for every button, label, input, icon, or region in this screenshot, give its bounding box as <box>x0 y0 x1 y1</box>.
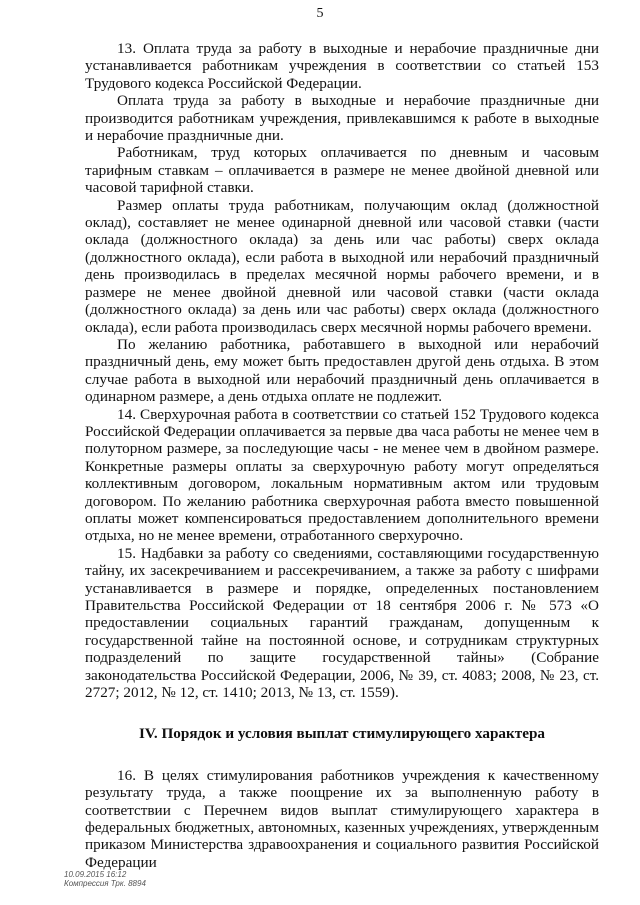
paragraph-13-tariff-rates: Работникам, труд которых оплачивается по дневным и часовым тарифным ставкам – оплачивается в размере не менее двойной дневной или часовой тарифной ставки. <box>85 144 599 197</box>
paragraph-13-salary-pay: Размер оплаты труда работникам, получающим оклад (должностной оклад), составляет не менее одинарной дневной или часовой ставки (части оклада (должностного оклада) за день или час работы) сверх оклада (должностного оклада), если работа в выходной или нерабочий праздничный день производилась в пределах месячной нормы рабочего времени, и в размере не менее двойной дневной или часовой ставки (части оклада (должностного оклада) за день или час работы) сверх оклада (должностного оклада), если работа производилась сверх месячной нормы рабочего времени. <box>85 196 599 336</box>
page-number: 5 <box>316 6 324 21</box>
document-body <box>85 40 599 871</box>
footer-stamp-line-1: 10.09.2015 16:12 <box>64 870 127 879</box>
paragraph-13-weekend-pay: Оплата труда за работу в выходные и нерабочие праздничные дни производится работникам учреждения, привлекавшимся к работе в выходные и нерабочие праздничные дни. <box>85 92 599 145</box>
paragraph-15: 15. Надбавки за работу со сведениями, составляющими государственную тайну, их засекречиванием и рассекречиванием, а также за работу с шифрами устанавливается в размере и порядке, определенных постановлением Правительства Российской Федерации от 18 сентября 2006 г. № 573 «О предоставлении социальных гарантий гражданам, допущенным к государственной тайне на постоянной основе, и сотрудникам структурных подразделений по защите государственной тайны» (Собрание законодательства Российской Федерации, 2006, № 39, ст. 4083; 2008, № 23, ст. 2727; 2012, № 12, ст. 1410; 2013, № 13, ст. 1559). <box>85 544 599 702</box>
footer-stamp <box>64 870 146 888</box>
paragraph-13: 13. Оплата труда за работу в выходные и нерабочие праздничные дни устанавливается работникам учреждения в соответствии со статьей 153 Трудового кодекса Российской Федерации. <box>85 40 599 92</box>
paragraph-13-day-off: По желанию работника, работавшего в выходной или нерабочий праздничный день, ему может быть предоставлен другой день отдыха. В этом случае работа в выходной или нерабочий праздничный день оплачивается в одинарном размере, а день отдыха оплате не подлежит. <box>85 335 599 406</box>
paragraph-14: 14. Сверхурочная работа в соответствии со статьей 152 Трудового кодекса Российской Федерации оплачивается за первые два часа работы не менее чем в полуторном размере, за последующие часы - не менее чем в двойном размере. Конкретные размеры оплаты за сверхурочную работу могут определяться коллективным договором, локальным нормативным актом или трудовым договором. По желанию работника сверхурочная работа вместо повышенной оплаты может компенсироваться предоставлением дополнительного времени отдыха, но не менее времени, отработанного сверхурочно. <box>85 405 599 545</box>
section-heading: IV. Порядок и условия выплат стимулирующего характера <box>138 725 546 743</box>
footer-stamp-line-2: Компрессия Трк. 8894 <box>64 879 146 888</box>
paragraph-16: 16. В целях стимулирования работников учреждения к качественному результату труда, а также поощрение их за выполненную работу в соответствии с Перечнем видов выплат стимулирующего характера в федеральных бюджетных, автономных, казенных учреждениях, утвержденным приказом Министерства здравоохранения и социального развития Российской Федерации <box>85 766 599 871</box>
